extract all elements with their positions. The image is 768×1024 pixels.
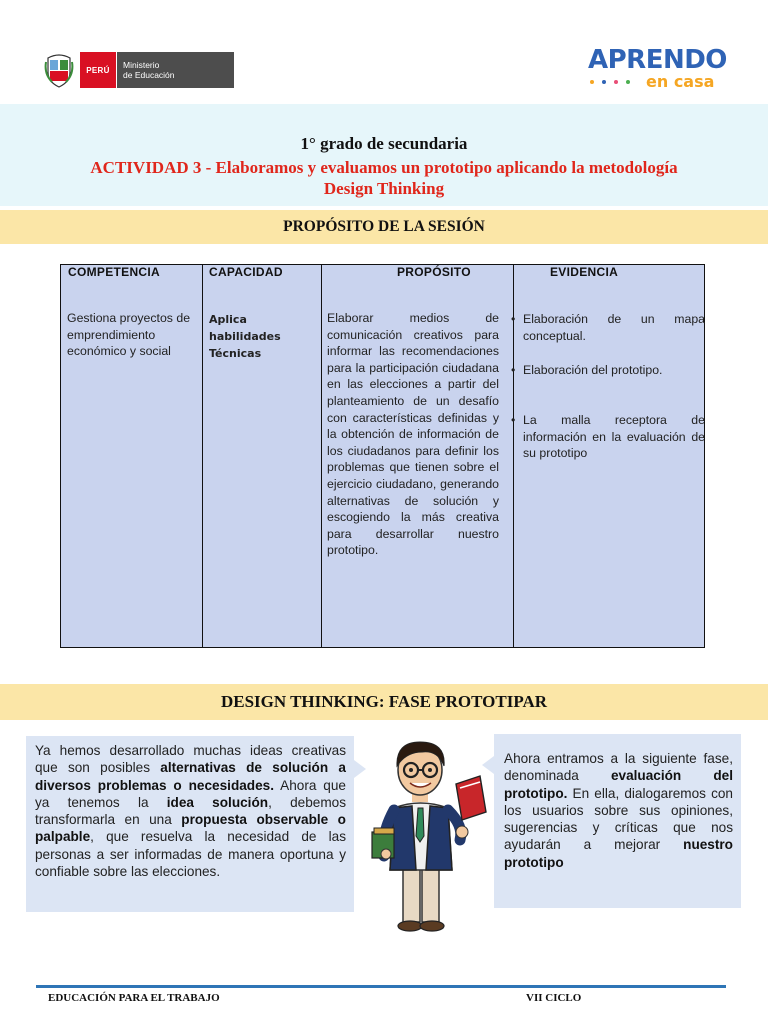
- cell-capacidad: Aplica habilidades Técnicas: [209, 313, 281, 360]
- activity-title: ACTIVIDAD 3 - Elaboramos y evaluamos un prototipo aplicando la metodología Design Thinking: [90, 158, 678, 198]
- purpose-table: [60, 264, 705, 648]
- evidence-item: • La malla receptora de información en la evaluación de su prototipo: [511, 413, 705, 461]
- right-speech-box: [494, 734, 741, 908]
- ministry-label: Ministerio de Educación: [116, 52, 234, 88]
- aprendo-word: APRENDO: [588, 45, 727, 75]
- aprendo-en-casa-logo: [588, 46, 733, 94]
- evidence-item: • Elaboración de un mapa conceptual.: [511, 312, 705, 343]
- left-speech-box: [26, 736, 354, 912]
- cell-proposito: Elaborar medios de comunicación creativos para informar las recomendaciones para la participación ciudadana en las elecciones a partir del planteamiento de un desafío con características definidas y la obtención de información de los ciudadanos para definir los problemas que tienen sobre el ejercicio ciudadano, generando alternativas de solución y escogiendo la más creativa para desarrollar nuestro prototipo.: [327, 311, 499, 558]
- section-heading-proposito: PROPÓSITO DE LA SESIÓN: [0, 210, 768, 244]
- peru-label: PERÚ: [80, 52, 116, 88]
- footer-course: EDUCACIÓN PARA EL TRABAJO: [48, 992, 220, 1004]
- evidence-item: • Elaboración del prototipo.: [511, 363, 663, 377]
- left-box-text: Ya hemos desarrollado muchas ideas creativas que son posibles alternativas de solución a diversos problemas o necesidades. Ahora que ya tenemos la idea solución, debemos transformarla en una propuesta observable o palpable, que resuelva la necesidad de las personas a ser informadas de manera oportuna y confiable sobre las elecciones.: [35, 743, 347, 880]
- footer-cycle: VII CICLO: [526, 992, 582, 1004]
- peru-shield-icon: [44, 52, 74, 88]
- right-box-text: Ahora entramos a la siguiente fase, denominada evaluación del prototipo. En ella, dialogaremos con los usuarios sobre sus opiniones, sugerencias y críticas que nos ayudarán a mejorar nuestro prototipo: [504, 751, 734, 870]
- en-casa-word: en casa: [646, 72, 715, 91]
- cell-competencia: Gestiona proyectos de emprendimiento económico y social: [67, 311, 191, 359]
- ministry-logo: [44, 52, 234, 88]
- header-competencia: COMPETENCIA: [68, 265, 160, 279]
- header-proposito: PROPÓSITO: [397, 265, 471, 279]
- logo-dots: [590, 80, 630, 84]
- section-heading-design-thinking: DESIGN THINKING: FASE PROTOTIPAR: [0, 684, 768, 720]
- header-capacidad: CAPACIDAD: [209, 265, 283, 279]
- header-evidencia: EVIDENCIA: [550, 265, 619, 279]
- teacher-illustration: [360, 736, 490, 936]
- footer-line: [36, 985, 726, 988]
- grade-title: 1° grado de secundaria: [300, 134, 468, 153]
- right-box-pointer: [482, 756, 494, 774]
